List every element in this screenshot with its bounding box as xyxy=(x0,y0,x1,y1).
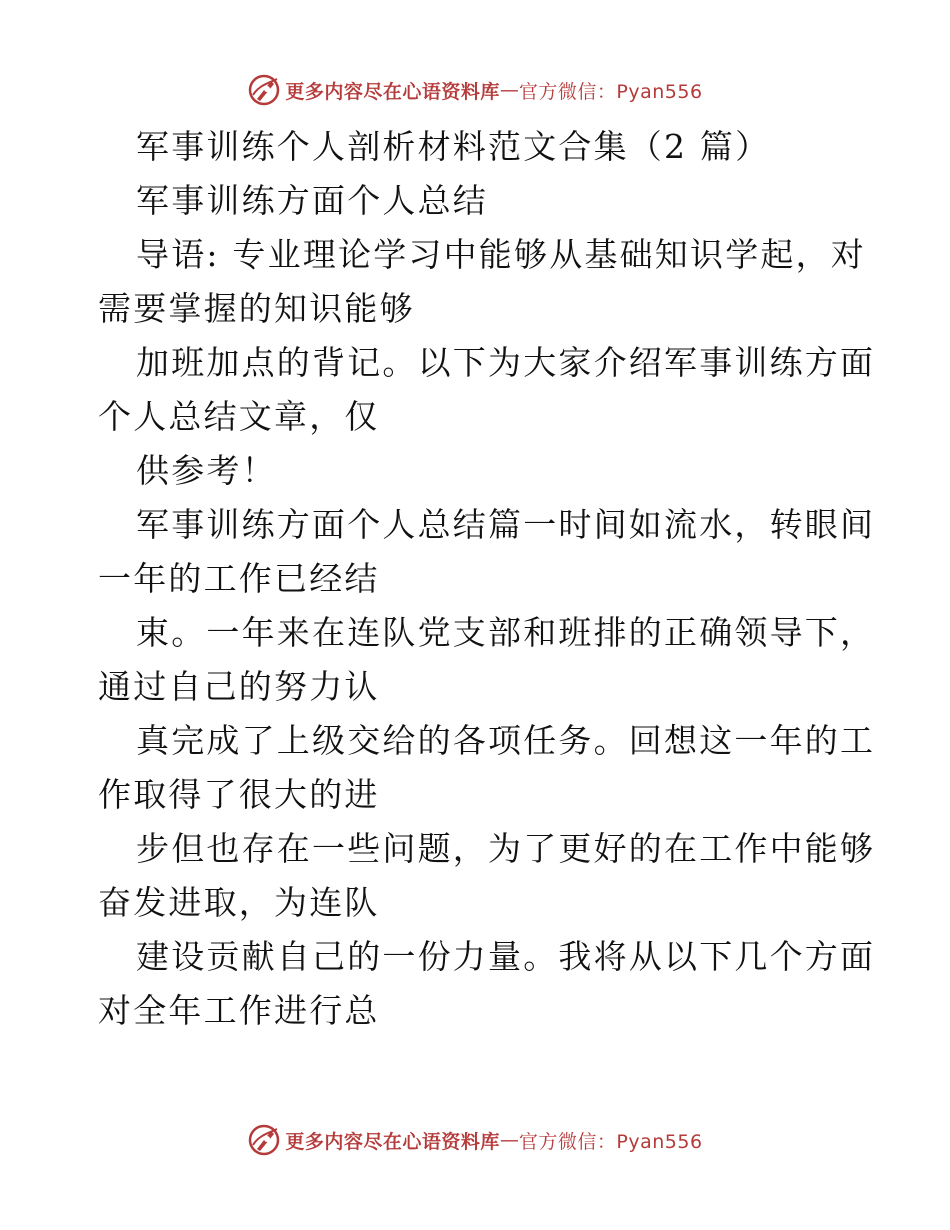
text-line: 建设贡献自己的一份力量。我将从以下几个方面 xyxy=(136,937,876,976)
header-dash: — xyxy=(499,79,519,101)
text-line: 需要掌握的知识能够 xyxy=(98,289,415,328)
header-wechat-text: 官方微信：Pyan556 xyxy=(518,80,703,103)
text-line: 军事训练方面个人总结篇一时间如流水，转眼间 xyxy=(136,505,876,544)
document-body xyxy=(98,120,876,1038)
text-line: 对全年工作进行总 xyxy=(98,991,380,1030)
pen-logo-icon xyxy=(247,1123,281,1157)
text-line: 导语: 专业理论学习中能够从基础知识学起，对 xyxy=(136,235,867,274)
text-line: 个人总结文章，仅 xyxy=(98,397,380,436)
text-line: 供参考！ xyxy=(136,451,277,490)
header-banner xyxy=(0,70,950,110)
footer-dash: — xyxy=(499,1129,519,1151)
text-line: 加班加点的背记。以下为大家介绍军事训练方面 xyxy=(136,343,876,382)
footer-wechat-text: 官方微信：Pyan556 xyxy=(518,1130,703,1153)
document-title: 军事训练个人剖析材料范文合集（2 篇） xyxy=(136,127,771,166)
text-line: 奋发进取，为连队 xyxy=(98,883,380,922)
header-promo-text: 更多内容尽在心语资料库 xyxy=(285,80,500,103)
text-line: 一年的工作已经结 xyxy=(98,559,380,598)
section-heading: 军事训练方面个人总结 xyxy=(136,181,488,220)
text-line: 通过自己的努力认 xyxy=(98,667,380,706)
text-line: 作取得了很大的进 xyxy=(98,775,380,814)
footer-banner xyxy=(0,1120,950,1160)
text-line: 束。一年来在连队党支部和班排的正确领导下， xyxy=(136,613,876,652)
text-line: 真完成了上级交给的各项任务。回想这一年的工 xyxy=(136,721,876,760)
pen-logo-icon xyxy=(247,73,281,107)
text-line: 步但也存在一些问题，为了更好的在工作中能够 xyxy=(136,829,876,868)
footer-promo-text: 更多内容尽在心语资料库 xyxy=(285,1130,500,1153)
